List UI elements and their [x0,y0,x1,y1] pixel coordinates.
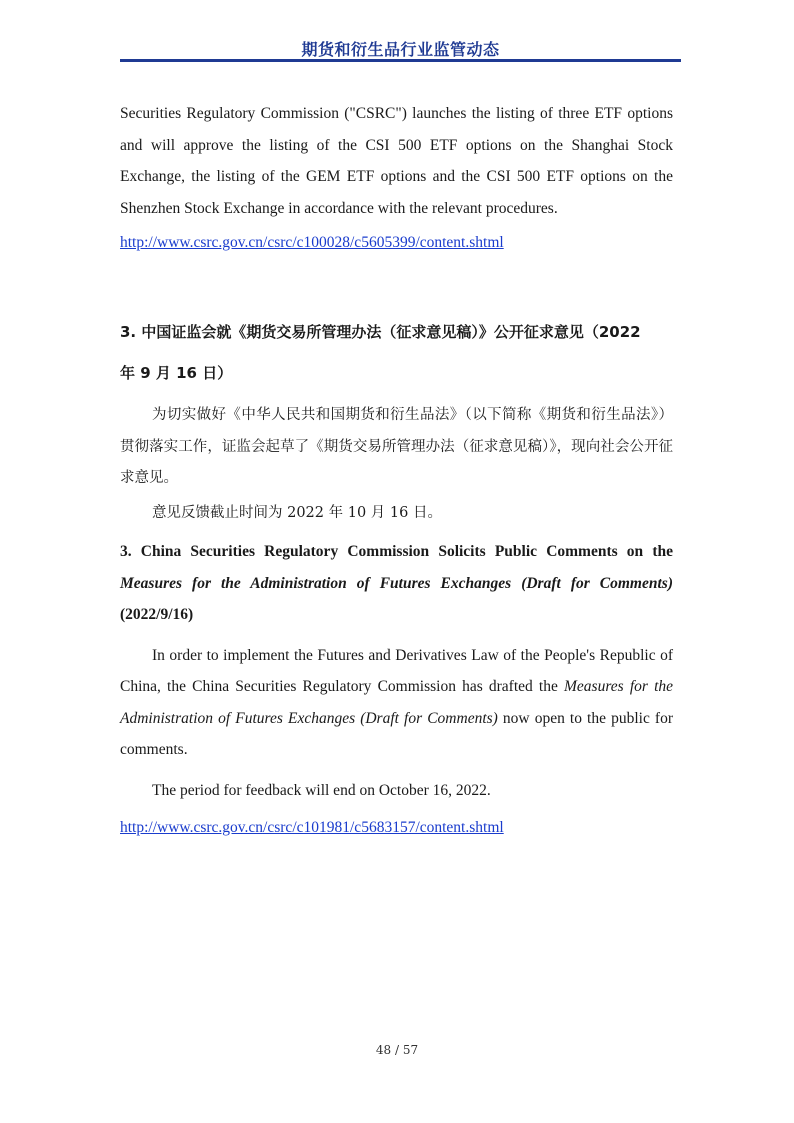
section3-en-heading-part2: (2022/9/16) [120,606,194,623]
page-number: 48 / 57 [375,1043,419,1057]
intro-source-link[interactable]: http://www.csrc.gov.cn/csrc/c100028/c5605399/content.shtml [120,234,504,251]
page-header-title: 期货和衍生品行业监管动态 [301,40,500,59]
section3-cn-deadline: 意见反馈截止时间为 2022 年 10 月 16 日。 [152,504,442,521]
header-divider [120,59,681,62]
intro-paragraph: Securities Regulatory Commission ("CSRC") launches the listing of three ETF options and will approve the listing of the CSI 500 ETF options on the Shanghai Stock Exchange, the listing of the GEM ETF options and the CSI 500 ETF options on the Shenzhen Stock Exchange in accordance with the relevant procedures. [120,105,673,217]
section3-cn-heading-line2: 年 9 月 16 日） [120,364,233,382]
document-body [120,98,673,838]
section3-en-heading-italic: Measures for the Administration of Futures Exchanges (Draft for Comments) [120,574,673,592]
section3-cn-heading-line1: 3. 中国证监会就《期货交易所管理办法（征求意见稿）》公开征求意见（2022 [120,323,641,341]
section3-en-para1-italic: Measures for the Administration of Futures Exchanges (Draft for Comments) [120,678,674,727]
section3-cn-heading [120,312,673,394]
section3-en-heading [120,536,673,631]
section3-en-paragraph [120,640,673,766]
section3-en-para1-part1: In order to implement the Futures and Derivatives Law of the People's Republic of China, the China Securities Regulatory Commission has drafted the [120,646,673,695]
section3-en-heading-part1: 3. China Securities Regulatory Commission Solicits Public Comments on the [120,543,673,560]
section3-cn-paragraph: 为切实做好《中华人民共和国期货和衍生品法》（以下简称《期货和衍生品法》）贯彻落实工作，证监会起草了《期货交易所管理办法（征求意见稿）》，现向社会公开征求意见。 [120,407,673,486]
section3-source-link[interactable]: http://www.csrc.gov.cn/csrc/c101981/c5683157/content.shtml [120,819,504,836]
section3-en-deadline: The period for feedback will end on October 16, 2022. [152,781,491,799]
section3-en-para1-part2: now open to the public for comments. [120,709,673,758]
